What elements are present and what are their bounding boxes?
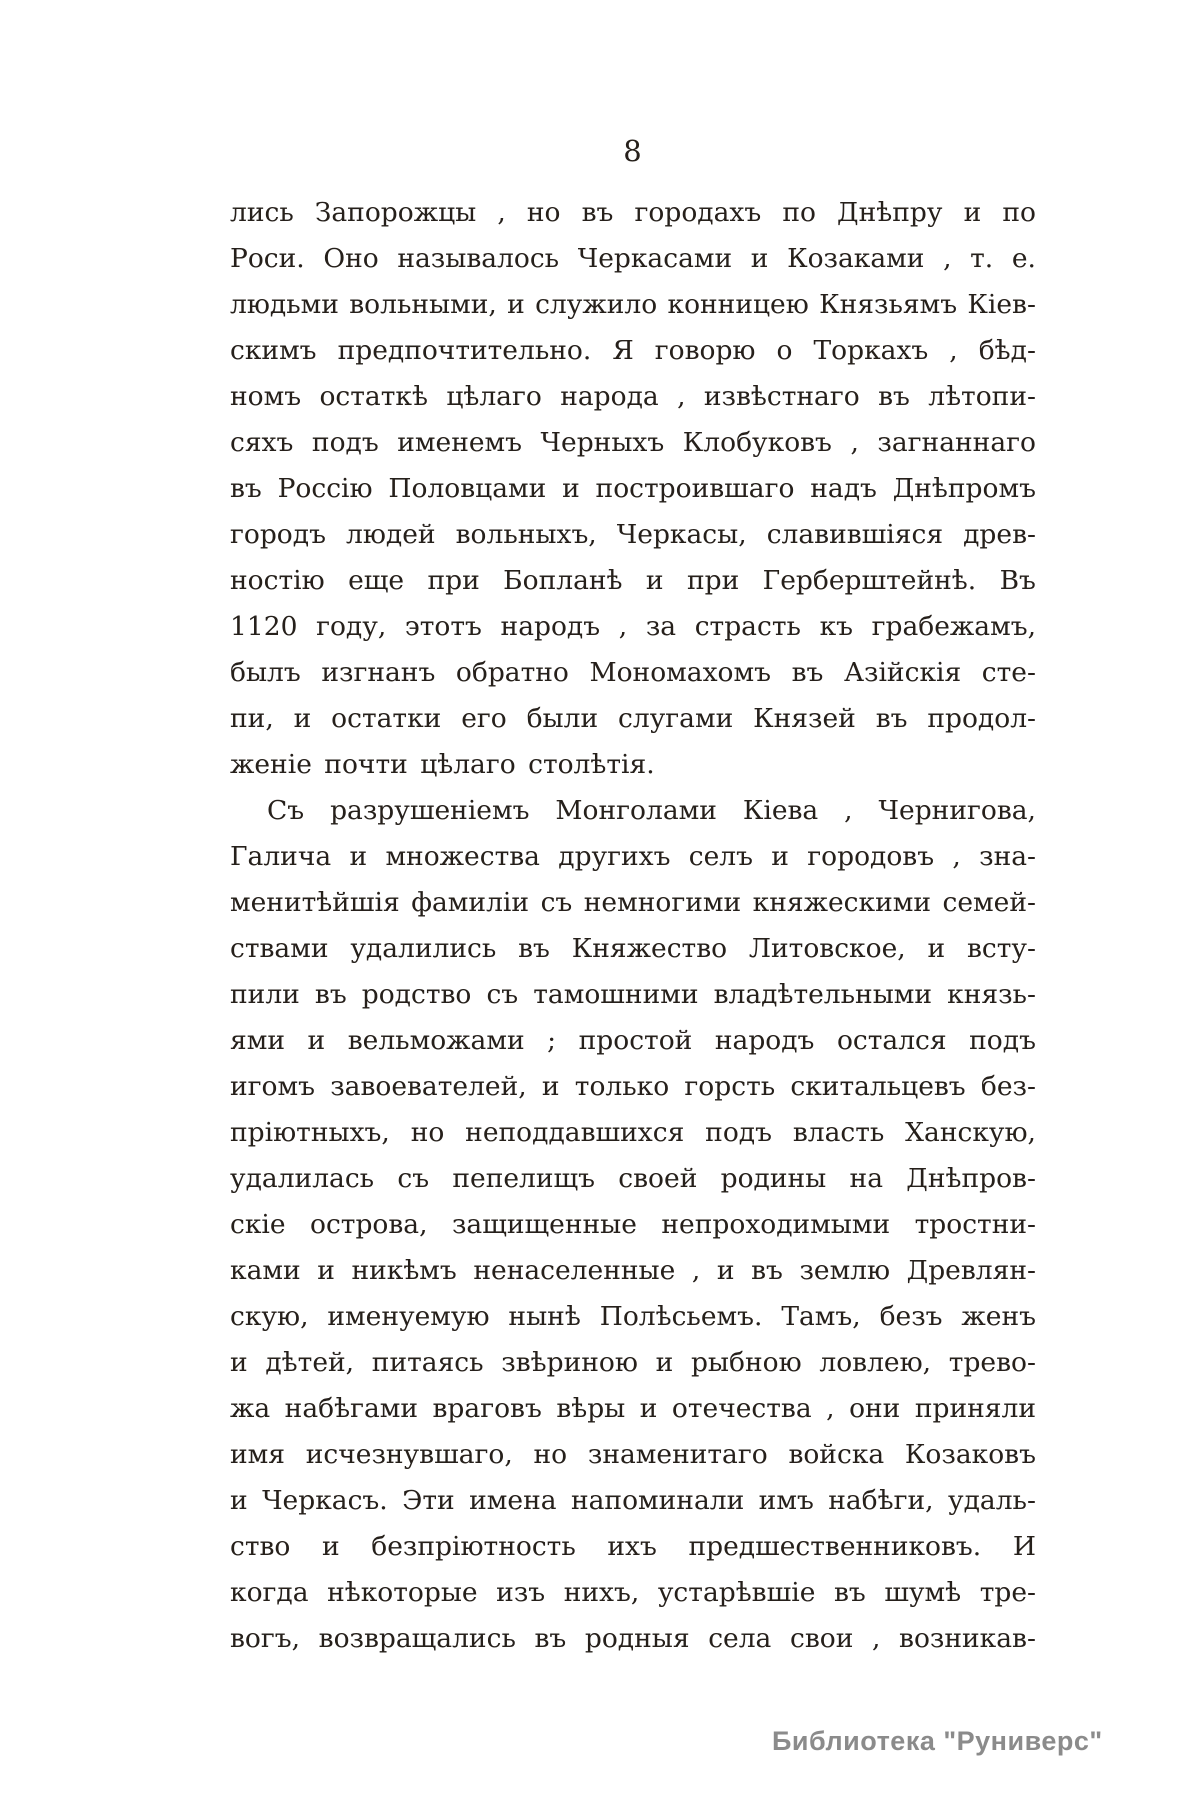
text-line: Галича и множества другихъ селъ и городовъ , зна-: [230, 841, 1036, 872]
text-line: пріютныхъ, но неподдавшихся подъ власть Ханскую,: [230, 1117, 1036, 1148]
text-line: Роси. Оно называлось Черкасами и Козаками , т. е.: [230, 243, 1036, 274]
text-line: вогъ, возвращались въ родныя села свои , возникав-: [230, 1623, 1036, 1654]
library-watermark: Библиотека "Руниверс": [772, 1726, 1103, 1756]
text-line: удалилась съ пепелищъ своей родины на Днѣпров-: [230, 1163, 1036, 1194]
text-line: пи, и остатки его были слугами Князей въ продол-: [230, 703, 1036, 734]
text-line: Съ разрушеніемъ Монголами Кіева , Чернигова,: [267, 795, 1036, 826]
text-line: ствами удалились въ Княжество Литовское, и всту-: [230, 933, 1036, 964]
text-line: и дѣтей, питаясь звѣриною и рыбною ловлею, трево-: [230, 1347, 1036, 1378]
text-line: имя исчезнувшаго, но знаменитаго войска Козаковъ: [230, 1439, 1036, 1470]
text-line: и Черкасъ. Эти имена напоминали имъ набѣги, удаль-: [230, 1485, 1036, 1516]
text-line: городъ людей вольныхъ, Черкасы, славившіяся древ-: [230, 519, 1036, 550]
text-line: ками и никѣмъ ненаселенные , и въ землю Древлян-: [230, 1255, 1036, 1286]
text-line: номъ остаткѣ цѣлаго народа , извѣстнаго въ лѣтопи-: [230, 381, 1036, 412]
page-number: 8: [623, 134, 643, 168]
text-line: скіе острова, защищенные непроходимыми тростни-: [230, 1209, 1036, 1240]
text-line: жа набѣгами враговъ вѣры и отечества , они приняли: [230, 1393, 1036, 1424]
text-line: ностію еще при Бопланѣ и при Герберштейнѣ. Въ: [230, 565, 1036, 596]
text-line: женіе почти цѣлаго столѣтія.: [230, 749, 655, 780]
text-line: 1120 году, этотъ народъ , за страсть къ грабежамъ,: [230, 611, 1036, 642]
text-line: пили въ родство съ тамошними владѣтельными князь-: [230, 979, 1036, 1010]
text-line: скую, именуемую нынѣ Полѣсьемъ. Тамъ, безъ женъ: [230, 1301, 1036, 1332]
text-line: игомъ завоевателей, и только горсть скитальцевъ без-: [230, 1071, 1036, 1102]
text-line: ство и безпріютность ихъ предшественниковъ. И: [230, 1531, 1036, 1562]
text-line: когда нѣкоторые изъ нихъ, устарѣвшіе въ шумѣ тре-: [230, 1577, 1036, 1608]
text-line: сяхъ подъ именемъ Черныхъ Клобуковъ , загнаннаго: [230, 427, 1036, 458]
text-line: былъ изгнанъ обратно Мономахомъ въ Азійскія сте-: [230, 657, 1036, 688]
page-text: [230, 190, 1036, 1662]
text-line: ями и вельможами ; простой народъ остался подъ: [230, 1025, 1036, 1056]
text-line: скимъ предпочтительно. Я говорю о Торкахъ , бѣд-: [230, 335, 1036, 366]
text-line: въ Россію Половцами и построившаго надъ Днѣпромъ: [230, 473, 1036, 504]
text-line: менитѣйшія фамиліи съ немногими княжескими семей-: [230, 887, 1036, 918]
text-line: людьми вольными, и служило конницею Князьямъ Кіев-: [230, 289, 1036, 320]
text-line: лись Запорожцы , но въ городахъ по Днѣпру и по: [230, 197, 1036, 228]
